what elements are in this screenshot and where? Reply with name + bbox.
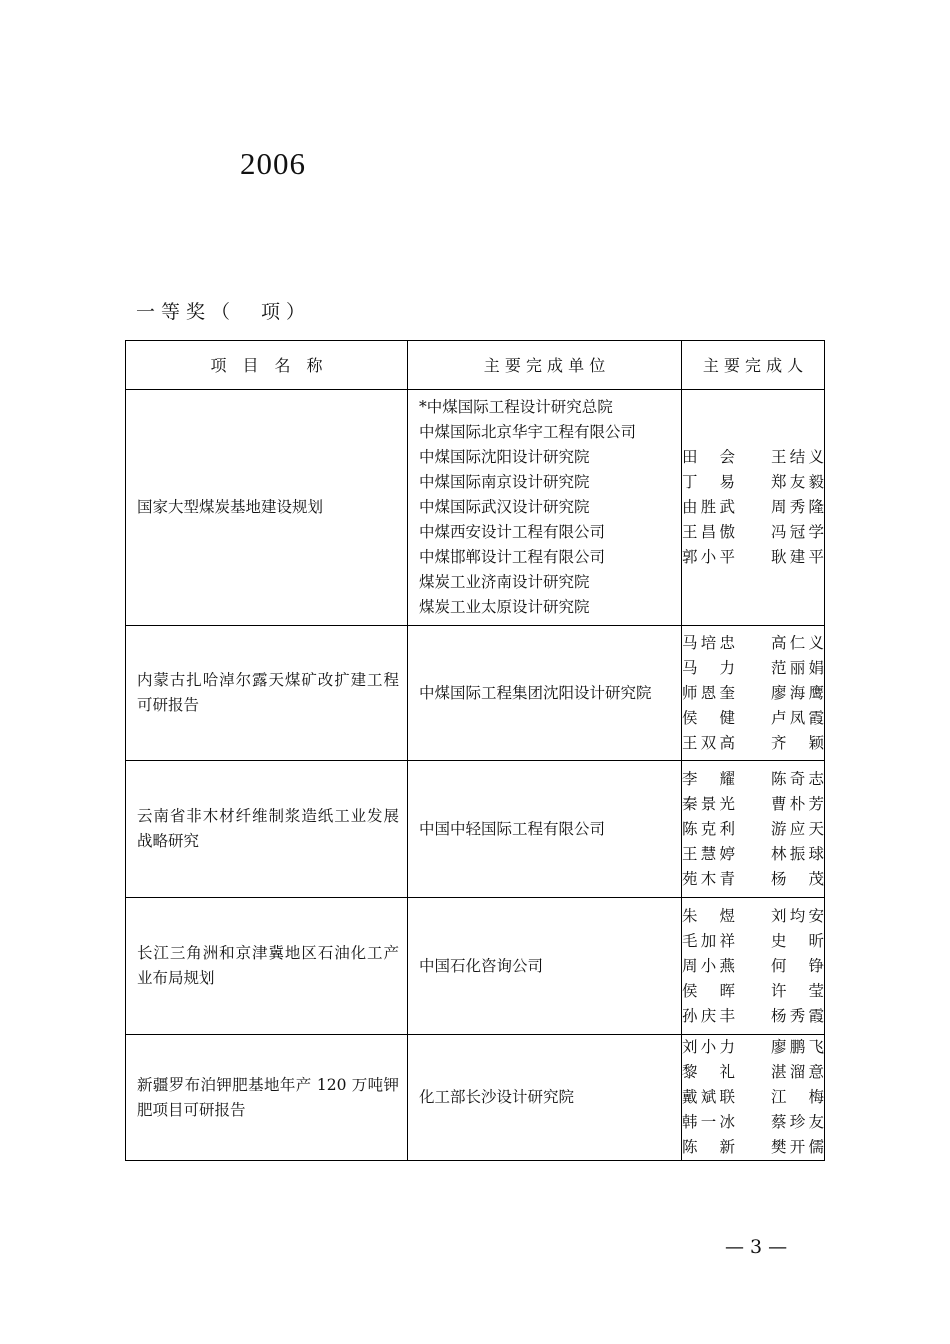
person-name: 师恩奎 (682, 683, 735, 702)
unit-name: 中煤国际武汉设计研究院 (419, 498, 590, 516)
person-name: 丁 易 (682, 473, 735, 491)
table-header-row (126, 341, 825, 390)
person-pair (682, 929, 824, 954)
person-name: 湛溜意 (771, 1063, 824, 1081)
unit-name: 中国石化咨询公司 (419, 956, 544, 975)
person-name: 周小燕 (682, 956, 735, 975)
project-name: 内蒙古扎哈淖尔露天煤矿改扩建工程可研报告 (126, 626, 408, 761)
person-pair (682, 979, 824, 1004)
person-pair (682, 731, 824, 756)
person-name: 许 莹 (771, 981, 824, 1000)
completion-units (408, 761, 682, 898)
person-name: 刘小力 (682, 1038, 735, 1056)
completion-units (408, 898, 682, 1035)
unit-name: 中煤国际南京设计研究院 (419, 473, 590, 491)
table-row (126, 1035, 825, 1161)
person-pair (682, 1135, 824, 1160)
header-project-name: 项 目 名 称 (126, 341, 408, 390)
page-number: — 3 — (725, 1236, 788, 1258)
unit-name: 中煤国际北京华宇工程有限公司 (419, 423, 637, 441)
completion-people (682, 761, 825, 898)
person-name: 蔡珍友 (771, 1113, 824, 1131)
person-pair (682, 904, 824, 929)
person-pair (682, 1060, 824, 1085)
unit-name: 中煤邯郸设计工程有限公司 (419, 548, 606, 566)
person-name: 秦景光 (682, 794, 735, 813)
table-row (126, 898, 825, 1035)
person-name: 杨秀霞 (771, 1006, 824, 1025)
person-pair (682, 817, 824, 842)
person-name: 齐 颖 (771, 733, 824, 752)
table-row (126, 390, 825, 626)
header-main-units: 主 要 完 成 单 位 (408, 341, 682, 390)
person-pair (682, 495, 824, 520)
person-name: 苑木青 (682, 869, 735, 888)
person-pair (682, 470, 824, 495)
person-pair (682, 1004, 824, 1029)
person-name: 黎 礼 (682, 1063, 735, 1081)
person-name: 范丽娟 (771, 658, 824, 677)
person-name: 孙庆丰 (682, 1006, 735, 1025)
unit-name: 中煤国际沈阳设计研究院 (419, 448, 590, 466)
header-main-people: 主 要 完 成 人 (682, 341, 825, 390)
person-name: 陈 新 (682, 1138, 735, 1156)
project-name: 新疆罗布泊钾肥基地年产 120 万吨钾肥项目可研报告 (126, 1035, 408, 1161)
unit-name: 中煤西安设计工程有限公司 (419, 523, 606, 541)
person-name: 王慧婷 (682, 844, 735, 863)
person-name: 廖鹏飞 (771, 1038, 824, 1056)
person-name: 王昌傲 (682, 523, 735, 541)
document-year: 2006 (240, 146, 306, 181)
table-row (126, 761, 825, 898)
person-name: 冯冠学 (771, 523, 824, 541)
person-name: 韩一冰 (682, 1113, 735, 1131)
person-name: 朱 煜 (682, 906, 735, 925)
person-name: 李 耀 (682, 769, 735, 788)
person-name: 林振球 (771, 844, 824, 863)
person-pair (682, 631, 824, 656)
person-pair (682, 706, 824, 731)
section-heading: 一等奖（ 项） (136, 301, 312, 323)
completion-units (408, 626, 682, 761)
person-name: 杨 茂 (771, 869, 824, 888)
person-pair (682, 520, 824, 545)
person-name: 史 昕 (771, 931, 824, 950)
unit-name: 煤炭工业太原设计研究院 (419, 598, 590, 616)
person-pair (682, 681, 824, 706)
completion-people (682, 1035, 825, 1161)
person-name: 马 力 (682, 658, 735, 677)
unit-name: 中国中轻国际工程有限公司 (419, 819, 606, 838)
unit-name: 中煤国际工程集团沈阳设计研究院 (419, 683, 652, 702)
project-name: 长江三角洲和京津冀地区石油化工产业布局规划 (126, 898, 408, 1035)
person-name: 江 梅 (771, 1088, 824, 1106)
person-name: 周秀隆 (771, 498, 824, 516)
person-name: 游应天 (771, 819, 824, 838)
person-name: 田 会 (682, 448, 735, 466)
person-pair (682, 792, 824, 817)
person-pair (682, 445, 824, 470)
person-name: 樊开儒 (771, 1138, 824, 1156)
person-name: 侯 健 (682, 708, 735, 727)
person-name: 侯 晖 (682, 981, 735, 1000)
person-pair (682, 1085, 824, 1110)
project-name: 云南省非木材纤维制浆造纸工业发展战略研究 (126, 761, 408, 898)
project-name: 国家大型煤炭基地建设规划 (126, 390, 408, 626)
person-name: 耿建平 (771, 548, 824, 566)
person-pair (682, 842, 824, 867)
person-pair (682, 867, 824, 892)
person-name: 马培忠 (682, 633, 735, 652)
person-name: 由胜武 (682, 498, 735, 516)
unit-name: 化工部长沙设计研究院 (419, 1088, 575, 1106)
unit-name: 煤炭工业济南设计研究院 (419, 573, 590, 591)
person-pair (682, 1110, 824, 1135)
person-pair (682, 656, 824, 681)
completion-units (408, 390, 682, 626)
person-name: 卢凤霞 (771, 708, 824, 727)
award-table (125, 340, 825, 1161)
person-name: 何 铮 (771, 956, 824, 975)
completion-people (682, 626, 825, 761)
person-name: 廖海鹰 (771, 683, 824, 702)
completion-people (682, 390, 825, 626)
person-name: 王双高 (682, 733, 735, 752)
completion-people (682, 898, 825, 1035)
completion-units (408, 1035, 682, 1161)
person-name: 毛加祥 (682, 931, 735, 950)
person-name: 王结义 (771, 448, 824, 466)
person-pair (682, 1035, 824, 1060)
person-name: 郑友毅 (771, 473, 824, 491)
person-name: 刘均安 (771, 906, 824, 925)
person-name: 曹朴芳 (771, 794, 824, 813)
table-row (126, 626, 825, 761)
person-name: 高仁义 (771, 633, 824, 652)
table-body (126, 390, 825, 1161)
person-name: 陈奇志 (771, 769, 824, 788)
person-name: 戴斌联 (682, 1088, 735, 1106)
person-name: 陈克利 (682, 819, 735, 838)
person-pair (682, 545, 824, 570)
person-pair (682, 767, 824, 792)
unit-name: *中煤国际工程设计研究总院 (419, 398, 613, 416)
person-pair (682, 954, 824, 979)
person-name: 郭小平 (682, 548, 735, 566)
